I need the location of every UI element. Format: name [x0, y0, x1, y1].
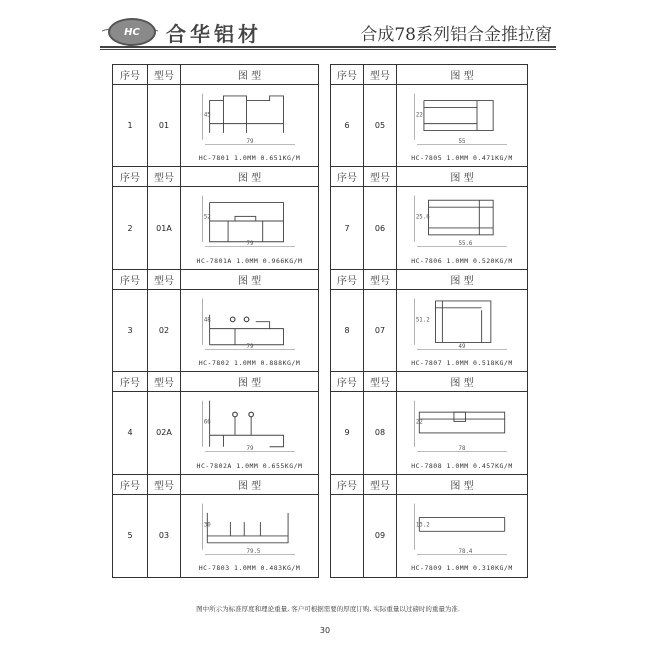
- profile-caption: HC-7802A 1.0MM 0.655KG/M: [196, 461, 303, 470]
- dim-width-label: 55: [458, 139, 466, 146]
- page-number: 30: [319, 626, 331, 635]
- col-header-drawing: 图 型: [181, 475, 318, 495]
- profile-section-drawing: [407, 294, 517, 354]
- dim-width-label: 79: [246, 241, 253, 248]
- col-header-seq: 序号: [113, 270, 148, 290]
- col-header-drawing: 图 型: [397, 65, 527, 85]
- dim-width-label: 79: [246, 446, 253, 453]
- page-title: 合成78系列铝合金推拉窗: [360, 25, 552, 45]
- profile-drawing-cell: [397, 495, 527, 577]
- profile-drawing-cell: [181, 392, 318, 474]
- col-header-seq: 序号: [113, 65, 148, 85]
- row-model: 02A: [148, 392, 181, 474]
- col-header-drawing: 图 型: [181, 65, 318, 85]
- profile-caption: HC-7801A 1.0MM 0.966KG/M: [196, 256, 303, 265]
- row-seq: 3: [113, 290, 148, 372]
- row-seq: [331, 495, 364, 577]
- col-header-seq: 序号: [331, 270, 364, 290]
- profile-section-drawing: [195, 89, 305, 149]
- profile-drawing-cell: [181, 495, 318, 577]
- dim-height-label: 30: [203, 522, 211, 529]
- row-model: 09: [364, 495, 397, 577]
- dim-width-label: 78: [458, 446, 466, 453]
- col-header-seq: 序号: [113, 475, 148, 495]
- row-model: 08: [364, 392, 397, 474]
- col-header-drawing: 图 型: [397, 167, 527, 187]
- dim-height-label: 13.2: [415, 522, 430, 529]
- profile-caption: HC-7808 1.0MM 0.457KG/M: [411, 461, 513, 470]
- profile-caption: HC-7802 1.0MM 0.888KG/M: [198, 359, 301, 368]
- col-header-model: 型号: [364, 372, 397, 392]
- col-header-drawing: 图 型: [181, 167, 318, 187]
- col-header-seq: 序号: [113, 167, 148, 187]
- row-seq: 7: [331, 187, 364, 269]
- dim-width-label: 49: [458, 344, 466, 351]
- profile-section-drawing: [195, 191, 305, 251]
- profile-drawing-cell: [181, 187, 318, 269]
- profile-drawing-cell: [397, 290, 527, 372]
- col-header-model: 型号: [148, 372, 181, 392]
- row-seq: 6: [331, 85, 364, 167]
- row-model: 01: [148, 85, 181, 167]
- profile-drawing-cell: [181, 85, 318, 167]
- dim-width-label: 79: [246, 344, 253, 351]
- col-header-seq: 序号: [331, 372, 364, 392]
- dim-height-label: 22: [415, 112, 423, 119]
- row-model: 01A: [148, 187, 181, 269]
- right-profile-table: [330, 64, 528, 578]
- profile-caption: HC-7806 1.0MM 0.520KG/M: [411, 256, 513, 265]
- profile-caption: HC-7801 1.0MM 0.651KG/M: [198, 154, 301, 163]
- dim-height-label: 66: [203, 419, 211, 426]
- row-seq: 1: [113, 85, 148, 167]
- row-model: 07: [364, 290, 397, 372]
- profile-section-drawing: [407, 191, 517, 251]
- col-header-model: 型号: [364, 475, 397, 495]
- page-header: [100, 16, 556, 46]
- col-header-model: 型号: [148, 475, 181, 495]
- profile-section-drawing: [195, 499, 305, 559]
- profile-drawing-cell: [397, 392, 527, 474]
- profile-caption: HC-7805 1.0MM 0.471KG/M: [411, 154, 513, 163]
- footnote: 图中所示为标准厚度和理论重量, 客户可根据需要的厚度订购, 实际重量以过磅时的重量为准.: [196, 605, 460, 613]
- col-header-model: 型号: [148, 65, 181, 85]
- profile-caption: HC-7809 1.0MM 0.310KG/M: [411, 563, 513, 572]
- profile-section-drawing: [407, 89, 517, 149]
- col-header-model: 型号: [364, 270, 397, 290]
- row-seq: 5: [113, 495, 148, 577]
- brand-name: 合华铝材: [166, 22, 262, 46]
- dim-width-label: 55.6: [458, 241, 473, 248]
- dim-height-label: 22: [415, 419, 423, 426]
- profile-section-drawing: [195, 294, 305, 354]
- dim-width-label: 78.4: [458, 548, 473, 555]
- dim-width-label: 79.5: [246, 548, 260, 555]
- header-divider: [100, 46, 556, 48]
- company-logo: HC: [108, 18, 156, 46]
- profile-drawing-cell: [181, 290, 318, 372]
- row-model: 03: [148, 495, 181, 577]
- row-model: 06: [364, 187, 397, 269]
- col-header-model: 型号: [148, 167, 181, 187]
- col-header-drawing: 图 型: [181, 372, 318, 392]
- dim-width-label: 79: [246, 139, 253, 146]
- profile-drawing-cell: [397, 187, 527, 269]
- col-header-drawing: 图 型: [397, 270, 527, 290]
- header-divider-thin: [100, 49, 556, 50]
- col-header-seq: 序号: [113, 372, 148, 392]
- dim-height-label: 45: [203, 112, 211, 119]
- col-header-model: 型号: [364, 167, 397, 187]
- dim-height-label: 48: [203, 317, 211, 324]
- profile-caption: HC-7803 1.0MM 0.483KG/M: [198, 563, 301, 572]
- col-header-seq: 序号: [331, 475, 364, 495]
- col-header-seq: 序号: [331, 167, 364, 187]
- profile-caption: HC-7807 1.0MM 0.518KG/M: [411, 359, 513, 368]
- col-header-seq: 序号: [331, 65, 364, 85]
- col-header-model: 型号: [364, 65, 397, 85]
- row-seq: 4: [113, 392, 148, 474]
- row-model: 05: [364, 85, 397, 167]
- row-model: 02: [148, 290, 181, 372]
- profile-section-drawing: [195, 396, 305, 456]
- profile-section-drawing: [407, 396, 517, 456]
- row-seq: 9: [331, 392, 364, 474]
- profile-section-drawing: [407, 499, 517, 559]
- row-seq: 2: [113, 187, 148, 269]
- row-seq: 8: [331, 290, 364, 372]
- col-header-model: 型号: [148, 270, 181, 290]
- profile-drawing-cell: [397, 85, 527, 167]
- left-profile-table: [112, 64, 319, 578]
- dim-height-label: 51.2: [415, 317, 430, 324]
- dim-height-label: 52: [203, 215, 211, 222]
- col-header-drawing: 图 型: [397, 475, 527, 495]
- col-header-drawing: 图 型: [397, 372, 527, 392]
- dim-height-label: 25.6: [415, 215, 430, 222]
- col-header-drawing: 图 型: [181, 270, 318, 290]
